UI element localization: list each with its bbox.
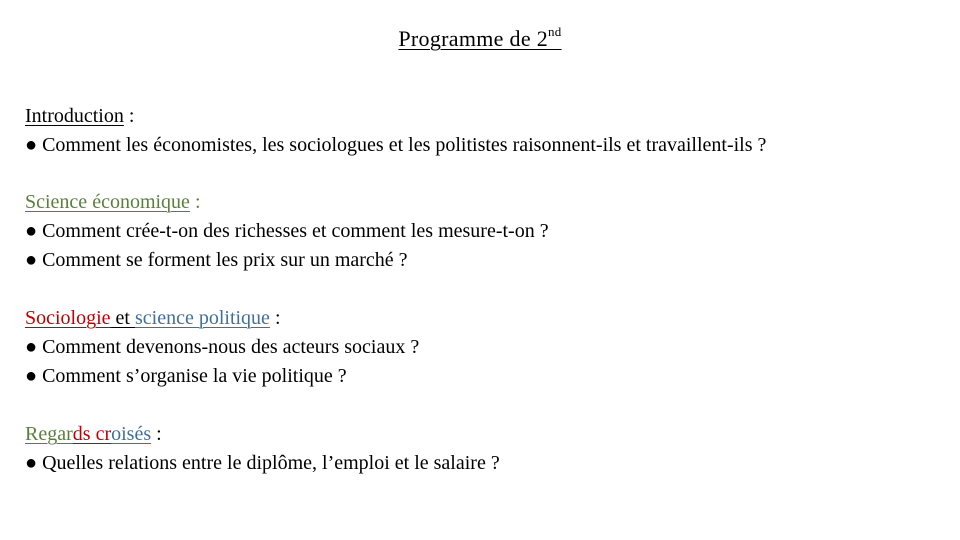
- heading-sociologie: Sociologie: [25, 307, 111, 329]
- section-sociologie-science-politique: [25, 304, 419, 391]
- heading-regards-part1: Regar: [25, 423, 73, 445]
- list-item: ● Quelles relations entre le diplôme, l’emploi et le salaire ?: [25, 452, 500, 474]
- bullet-icon: ●: [25, 452, 38, 474]
- section-science-economique: [25, 188, 549, 275]
- heading-colon: :: [189, 191, 201, 213]
- heading-croises-part1: cr: [95, 423, 112, 445]
- bullet-icon: ●: [25, 134, 38, 156]
- list-item: ● Comment se forment les prix sur un marché ?: [25, 249, 408, 271]
- heading-colon: :: [151, 423, 162, 445]
- heading-croises-part2: oisés: [111, 423, 152, 445]
- bullet-icon: ●: [25, 220, 38, 242]
- bullet-icon: ●: [25, 336, 38, 358]
- section-regards-croises: [25, 420, 500, 478]
- list-item: ● Comment devenons-nous des acteurs sociaux ?: [25, 336, 420, 358]
- heading-science-economique: Science économique: [25, 191, 190, 213]
- title-superscript: nd: [548, 23, 562, 39]
- list-item: ● Comment les économistes, les sociologues et les politistes raisonnent-ils et travaillent-ils ?: [25, 134, 767, 156]
- heading-regards-part2: ds: [72, 423, 96, 445]
- list-item: ● Comment crée-t-on des richesses et comment les mesure-t-on ?: [25, 220, 549, 242]
- page-title: [0, 23, 960, 52]
- heading-colon: :: [269, 307, 281, 329]
- section-heading: [25, 420, 500, 449]
- list-item: ● Comment s’organise la vie politique ?: [25, 365, 347, 387]
- heading-et: et: [110, 307, 135, 329]
- section-introduction: [25, 102, 766, 160]
- section-heading: [25, 188, 549, 217]
- bullet-icon: ●: [25, 249, 38, 271]
- heading-science-politique: science politique: [134, 307, 270, 329]
- bullet-icon: ●: [25, 365, 38, 387]
- section-heading: [25, 102, 766, 131]
- heading-colon: :: [123, 105, 135, 127]
- page-title-text: Programme de 2nd: [398, 23, 562, 51]
- heading-introduction: Introduction: [25, 105, 124, 127]
- section-heading: [25, 304, 419, 333]
